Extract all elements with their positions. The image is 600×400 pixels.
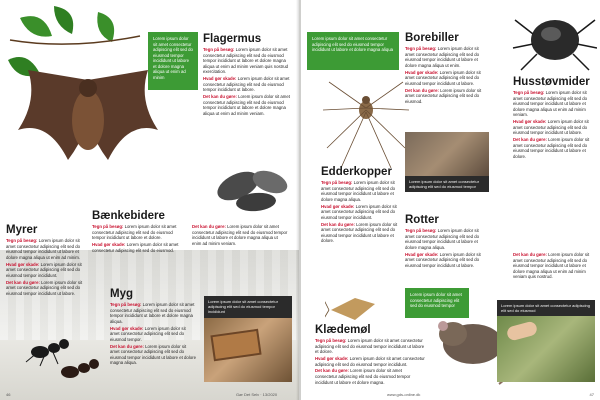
spider-illustration (321, 70, 411, 170)
lead: Hvad gør skade: (513, 119, 547, 125)
lead: Tegn på besøg: (321, 180, 353, 185)
intro-box: Lorem ipsum dolor sit amet consectetur adipiscing elit sed do eiusmod tempor incididunt ut labore et dolore magna aliqua ut enim ad minim (148, 32, 198, 90)
body: Lorem ipsum dolor sit amet consectetur adipiscing elit sed do eiusmod tempor incididunt ut labore et dolore. (92, 224, 177, 241)
lead: Det kan du gøre: (513, 252, 547, 257)
myg-heading: Myg (110, 288, 133, 300)
lead: Det kan du gøre: (192, 224, 226, 229)
lead: Tegn på besøg: (92, 224, 124, 229)
lead: Tegn på besøg: (203, 47, 235, 52)
board (210, 329, 261, 361)
lead: Tegn på besøg: (513, 90, 545, 95)
baenkebidere-heading: Bænkebidere (92, 210, 165, 222)
body: Lorem ipsum dolor sit amet consectetur adipiscing elit sed do eiusmod tempor incididunt ut labore et dolore magna aliqua. (110, 302, 195, 324)
myrer-heading: Myrer (6, 224, 38, 236)
body: Lorem ipsum dolor sit amet consectetur adipiscing elit sed do eiusmod tempor incididunt ut labore et dolore magna aliqua ut enim ad minim veniam. (203, 94, 290, 116)
tools-photo (405, 132, 489, 176)
body: Lorem ipsum dolor sit amet consectetur adipiscing elit sed do eiusmod. (92, 241, 179, 253)
lead: Hvad gør skade: (405, 251, 439, 257)
body: Lorem ipsum dolor sit amet consectetur adipiscing elit sed do eiusmod tempor incididunt ut labore et dolore magna aliqua ut enim. (405, 46, 480, 68)
lead: Hvad gør skade: (6, 261, 40, 267)
body: Lorem ipsum dolor sit amet consectetur adipiscing elit sed do eiusmod tempor incididunt ut labore et dolore. (513, 137, 590, 159)
body: Lorem ipsum dolor sit amet consectetur adipiscing elit sed do eiusmod tempor incididunt ut labore. (6, 279, 83, 296)
page-number-left: 46 (6, 392, 11, 397)
lead: Tegn på besøg: (110, 302, 142, 307)
footer-right-url: www.gds-online.dk (387, 392, 421, 397)
ants-illustration (18, 318, 108, 388)
lead: Tegn på besøg: (6, 238, 38, 243)
body: Lorem ipsum dolor sit amet consectetur adipiscing elit sed do eiusmod tempor incididunt ut labore et dolore magna aliqua ut enim ad minim veniam quis nostrud exercitation. (203, 47, 289, 75)
lead: Hvad gør skade: (203, 76, 237, 82)
spider-info-box: Lorem ipsum dolor sit amet consectetur adipiscing elit sed do eiusmod tempor incididunt ut labore et dolore magna aliqua (307, 32, 399, 70)
body: Lorem ipsum dolor sit amet consectetur adipiscing elit sed do eiusmod tempor incididunt ut labore et dolore magna aliqua ut enim ad minim veniam quis nostrud. (513, 252, 590, 280)
body: Lorem ipsum dolor sit amet consectetur adipiscing elit sed do eiusmod. (405, 87, 482, 104)
rotter-text-col2 (513, 252, 595, 281)
body: Lorem ipsum dolor sit amet consectetur adipiscing elit sed do eiusmod tempor incididunt ut labore et dolore magna aliqua ut enim ad minim veniam. (192, 224, 288, 246)
baenkebidere-text-col2 (192, 224, 288, 248)
left-page (0, 0, 299, 400)
garden-caption: Lorem ipsum dolor sit amet consectetur adipiscing elit sed do eiusmod (497, 300, 595, 316)
bat-illustration (8, 60, 168, 190)
lead: Det kan du gøre: (405, 87, 439, 93)
hands-photo (204, 318, 292, 382)
edderkopper-heading: Edderkopper (321, 166, 392, 178)
borebiller-text (405, 46, 489, 106)
right-page (301, 0, 600, 400)
lead: Tegn på besøg: (315, 338, 347, 343)
body: Lorem ipsum dolor sit amet consectetur adipiscing elit sed do eiusmod tempor incididunt ut labore et dolore. (321, 221, 398, 244)
rotter-text (405, 228, 489, 270)
body: Lorem ipsum dolor sit amet consectetur adipiscing elit sed do eiusmod tempor incididunt ut labore et dolore magna aliqua ut enim ad minim veniam. (513, 90, 588, 118)
body: Lorem ipsum dolor sit amet consectetur adipiscing elit sed do eiusmod tempor incididunt ut labore et dolore magna aliqua ut enim ad minim. (6, 238, 81, 260)
myrer-text (6, 238, 86, 298)
lead: Hvad gør skade: (315, 355, 349, 361)
borebiller-heading: Borebiller (405, 32, 459, 44)
body: Lorem ipsum dolor sit amet consectetur adipiscing elit sed do eiusmod tempor incididunt ut labore et dolore. (315, 338, 425, 355)
body: Lorem ipsum dolor sit amet consectetur adipiscing elit sed do eiusmod tempor incididunt. (6, 261, 82, 278)
lead: Det kan du gøre: (513, 137, 547, 143)
body: Lorem ipsum dolor sit amet consectetur adipiscing elit sed do eiusmod tempor. (110, 325, 186, 342)
lead: Tegn på besøg: (405, 46, 437, 51)
lead: Hvad gør skade: (110, 325, 144, 331)
woodlice-illustration (208, 158, 296, 218)
edderkopper-text (321, 180, 399, 245)
lead: Det kan du gøre: (6, 279, 40, 285)
rat-info-box: Lorem ipsum dolor sit amet consectetur adipiscing elit sed do eiusmod tempor (405, 288, 469, 318)
body: Lorem ipsum dolor sit amet consectetur adipiscing elit sed do eiusmod tempor incididunt ut labore et dolore magna aliqua. (405, 228, 480, 250)
lead: Hvad gør skade: (405, 69, 439, 75)
tools-caption: Lorem ipsum dolor sit amet consectetur adipiscing elit sed do eiusmod tempor (405, 176, 489, 192)
lead: Det kan du gøre: (110, 343, 144, 349)
lead: Tegn på besøg: (405, 228, 437, 233)
klaedemol-heading: Klædemøl (315, 324, 371, 336)
flagermus-heading: Flagermus (203, 33, 262, 45)
dust-mite-illustration (511, 4, 597, 74)
myg-text (110, 302, 196, 367)
body: Lorem ipsum dolor sit amet consectetur adipiscing elit sed do eiusmod tempor incididunt ut labore et dolore magna aliqua. (110, 343, 196, 366)
lead: Hvad gør skade: (321, 203, 355, 209)
footer-left-magazine: Gør Det Selv · 13/2020 (236, 392, 278, 397)
lead: Det kan du gøre: (321, 221, 355, 227)
lead: Hvad gør skade: (92, 241, 126, 247)
flagermus-text (203, 47, 295, 118)
hand (506, 320, 539, 341)
body: Lorem ipsum dolor sit amet consectetur adipiscing elit sed do eiusmod tempor incididunt ut labore. (203, 76, 290, 93)
lead: Det kan du gøre: (315, 368, 349, 374)
body: Lorem ipsum dolor sit amet consectetur adipiscing elit sed do eiusmod tempor incididunt ut labore. (513, 119, 589, 136)
body: Lorem ipsum dolor sit amet consectetur adipiscing elit sed do eiusmod tempor incididunt ut labore et dolore magna aliqua. (321, 180, 396, 202)
rotter-heading: Rotter (405, 214, 439, 226)
husstovmider-heading: Husstøvmider (513, 76, 590, 88)
husstovmider-text (513, 90, 595, 161)
lead: Det kan du gøre: (203, 94, 237, 100)
body: Lorem ipsum dolor sit amet consectetur adipiscing elit sed do eiusmod tempor incididunt ut labore. (405, 69, 481, 86)
klaedemol-text (315, 338, 425, 386)
baenkebidere-text (92, 224, 184, 254)
mosquito-caption: Lorem ipsum dolor sit amet consectetur adipiscing elit sed do eiusmod tempor incididunt (204, 296, 292, 318)
body: Lorem ipsum dolor sit amet consectetur adipiscing elit sed do eiusmod tempor incididunt ut labore et dolore magna. (315, 368, 411, 385)
body: Lorem ipsum dolor sit amet consectetur adipiscing elit sed do eiusmod tempor incididunt. (321, 203, 397, 220)
body: Lorem ipsum dolor sit amet consectetur adipiscing elit sed do eiusmod tempor incididunt. (315, 355, 425, 367)
body: Lorem ipsum dolor sit amet consectetur adipiscing elit sed do eiusmod tempor incididunt ut labore. (405, 251, 481, 268)
garden-photo (497, 316, 595, 382)
page-number-right: 47 (589, 392, 594, 397)
